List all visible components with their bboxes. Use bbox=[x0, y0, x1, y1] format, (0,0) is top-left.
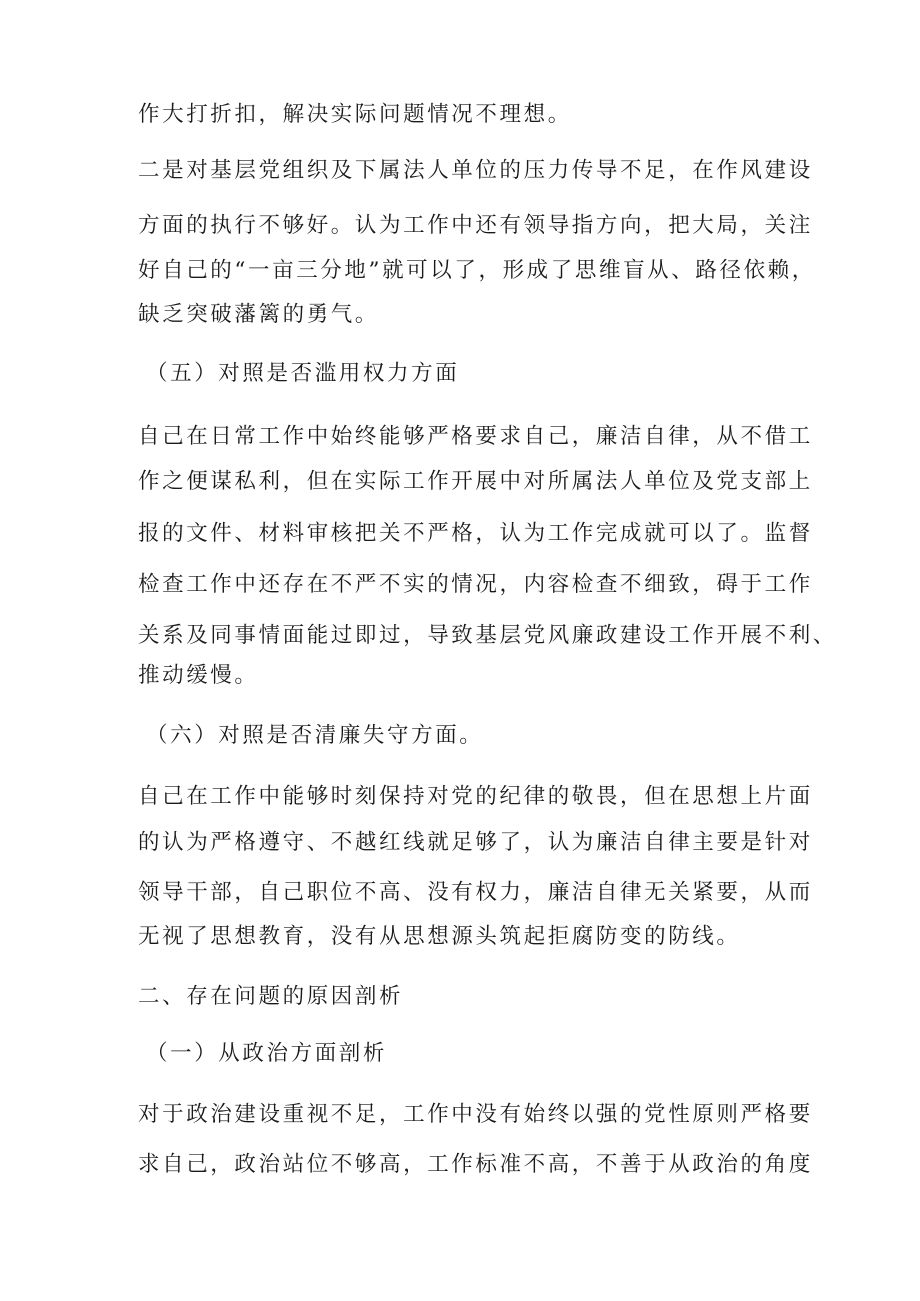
paragraph-line: 作大打折扣，解决实际问题情况不理想。 bbox=[138, 102, 572, 127]
paragraph-line: 作之便谋私利，但在实际工作开展中对所属法人单位及党支部上 bbox=[138, 469, 813, 494]
section-heading: （一）从政治方面剖析 bbox=[146, 1041, 388, 1066]
paragraph-line: 二是对基层党组织及下属法人单位的压力传导不足，在作风建设 bbox=[138, 158, 813, 183]
paragraph-line: 缺乏突破藩篱的勇气。 bbox=[138, 302, 380, 327]
paragraph-line: 的认为严格遵守、不越红线就足够了，认为廉洁自律主要是针对 bbox=[138, 830, 813, 855]
paragraph-line: 无视了思想教育，没有从思想源头筑起拒腐防变的防线。 bbox=[138, 924, 741, 949]
paragraph-line: 检查工作中还存在不严不实的情况，内容检查不细致，碍于工作 bbox=[138, 572, 813, 597]
section-heading: 二、存在问题的原因剖析 bbox=[138, 984, 404, 1009]
paragraph-line: 自己在工作中能够时刻保持对党的纪律的敬畏，但在思想上片面 bbox=[138, 784, 813, 809]
paragraph-line: 自己在日常工作中始终能够严格要求自己，廉洁自律，从不借工 bbox=[138, 424, 813, 449]
section-heading: （六）对照是否清廉失守方面。 bbox=[146, 723, 484, 748]
paragraph-line: 报的文件、材料审核把关不严格，认为工作完成就可以了。监督 bbox=[138, 521, 813, 546]
paragraph-line: 领导干部，自己职位不高、没有权力，廉洁自律无关紧要，从而 bbox=[138, 880, 813, 905]
paragraph-line: 求自己，政治站位不够高，工作标准不高，不善于从政治的角度 bbox=[138, 1152, 813, 1177]
section-heading: （五）对照是否滥用权力方面 bbox=[146, 361, 460, 386]
paragraph-line: 好自己的“一亩三分地”就可以了，形成了思维盲从、路径依赖， bbox=[138, 258, 816, 283]
paragraph-line: 方面的执行不够好。认为工作中还有领导指方向，把大局，关注 bbox=[138, 213, 813, 238]
paragraph-line: 推动缓慢。 bbox=[138, 663, 259, 688]
paragraph-line: 关系及同事情面能过即过，导致基层党风廉政建设工作开展不利、 bbox=[138, 623, 837, 648]
paragraph-line: 对于政治建设重视不足，工作中没有始终以强的党性原则严格要 bbox=[138, 1102, 813, 1127]
